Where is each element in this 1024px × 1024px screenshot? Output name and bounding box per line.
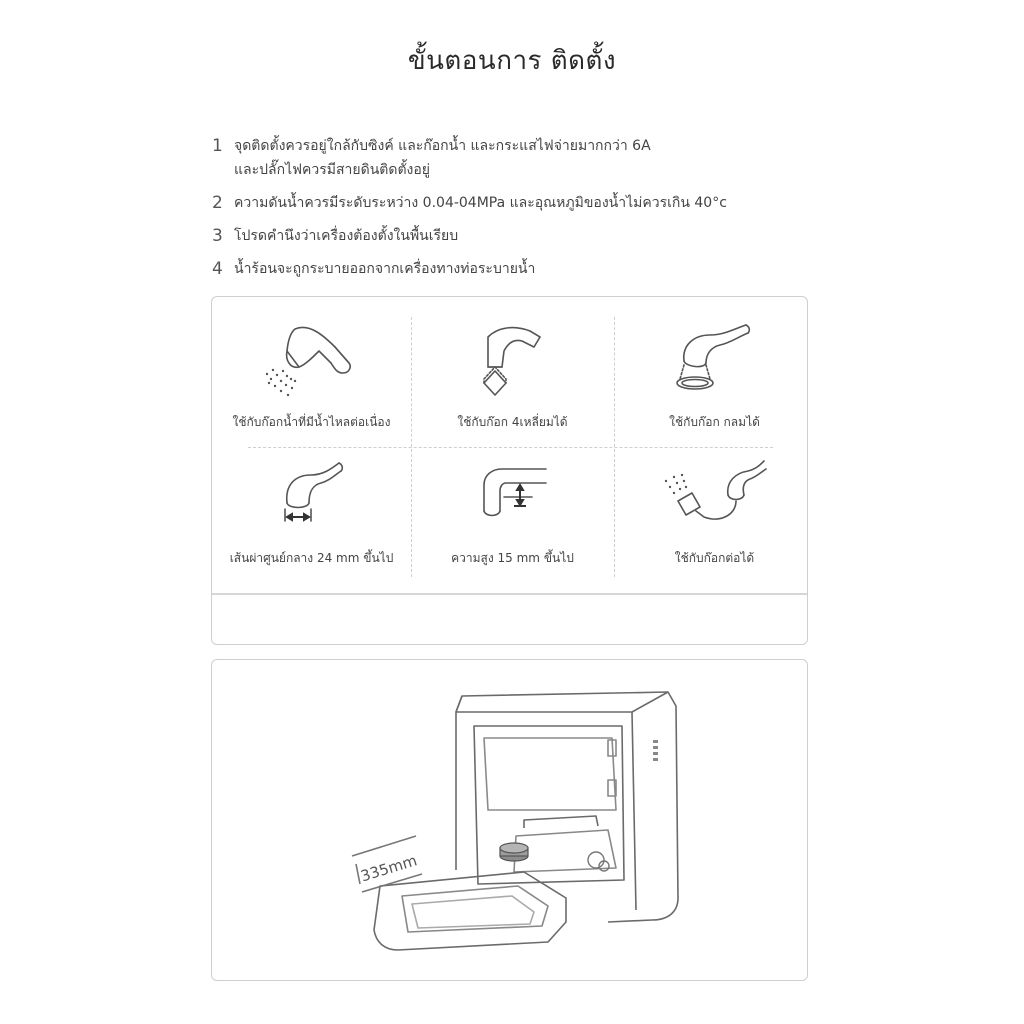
faucet-diameter-icon [257, 457, 367, 541]
divider [411, 449, 412, 577]
step-number: 4 [212, 259, 223, 279]
step-text: ความดันน้ำควรมีระดับระหว่าง 0.04-04MPa และอุณหภูมิของน้ำไม่ควรเกิน 40°c [234, 195, 727, 211]
hose-faucet-icon [660, 457, 770, 541]
step-item [212, 257, 812, 281]
divider [248, 447, 773, 448]
faucet-option [212, 321, 411, 432]
step-item [212, 134, 812, 182]
divider [411, 317, 412, 452]
step-item [212, 224, 812, 248]
step-number: 3 [212, 226, 223, 246]
page-title: ขั้นตอนการ ติดตั้ง [407, 46, 617, 76]
faucet-compatibility-panel [211, 296, 808, 645]
shower-faucet-icon [257, 321, 367, 405]
faucet-option [413, 321, 612, 432]
round-faucet-icon [660, 321, 770, 405]
step-number: 1 [212, 136, 223, 156]
divider [212, 593, 807, 595]
faucet-option [615, 321, 814, 432]
faucet-option-label: ใช้กับก๊อกต่อได้ [674, 551, 755, 565]
faucet-option-label: เส้นผ่าศูนย์กลาง 24 mm ขึ้นไป [229, 551, 394, 565]
square-faucet-icon [458, 321, 568, 405]
step-text: โปรดคำนึงว่าเครื่องต้องตั้งในพื้นเรียบ [234, 228, 459, 244]
faucet-option-label: ใช้กับก๊อกน้ำที่มีน้ำไหลต่อเนื่อง [232, 415, 391, 429]
faucet-height-icon [458, 457, 568, 541]
faucet-option-label: ใช้กับก๊อก 4เหลี่ยมได้ [457, 415, 568, 429]
step-text: จุดติดตั้งควรอยู่ใกล้กับซิงค์ และก๊อกน้ำ และกระแสไฟจ่ายมากกว่า 6A และปลั๊กไฟควรมีสายดินติดตั้งอยู่ [234, 138, 651, 178]
step-number: 2 [212, 193, 223, 213]
faucet-option [413, 457, 612, 568]
faucet-option-label: ใช้กับก๊อก กลมได้ [669, 415, 760, 429]
faucet-option-label: ความสูง 15 mm ขึ้นไป [451, 551, 574, 565]
step-text: น้ำร้อนจะถูกระบายออกจากเครื่องทางท่อระบายน้ำ [234, 261, 536, 277]
faucet-option [615, 457, 814, 568]
installation-steps [212, 134, 812, 290]
faucet-option [212, 457, 411, 568]
step-item [212, 191, 812, 215]
dishwasher-open-icon [212, 660, 806, 978]
dimension-label: 335mm [358, 851, 420, 886]
dishwasher-illustration-panel [211, 659, 808, 981]
